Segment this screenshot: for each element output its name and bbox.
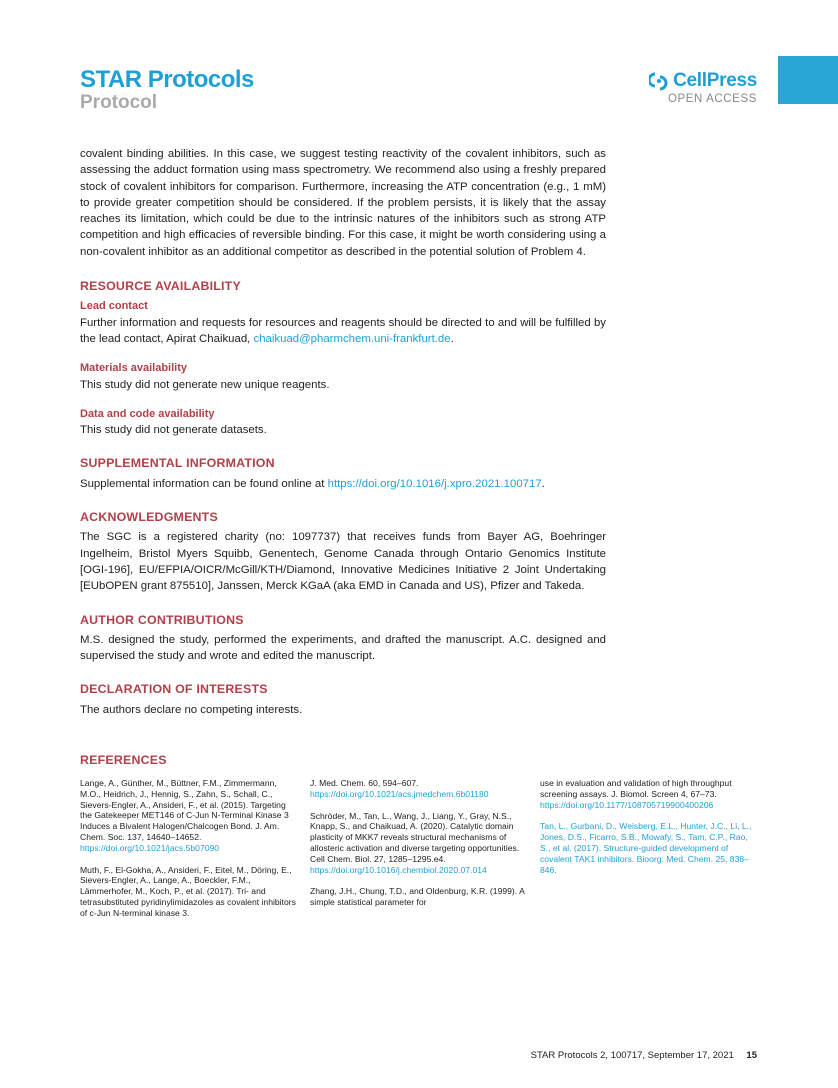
page-number: 15 bbox=[746, 1050, 757, 1061]
author-contributions-text: M.S. designed the study, performed the experiments, and drafted the manuscript. A.C. designed and supervised the study and wrote and edited the manuscript. bbox=[80, 633, 606, 663]
resource-availability-heading: RESOURCE AVAILABILITY bbox=[80, 279, 241, 294]
supplemental-link[interactable]: https://doi.org/10.1016/j.xpro.2021.100717 bbox=[327, 477, 542, 490]
materials-availability-text: This study did not generate new unique reagents. bbox=[80, 378, 330, 391]
article-type: Protocol bbox=[80, 92, 158, 113]
corner-color-tab bbox=[778, 56, 838, 104]
reference-doi-link[interactable]: https://doi.org/10.1177/108705719900400206 bbox=[540, 799, 714, 810]
supplemental-information-heading: SUPPLEMENTAL INFORMATION bbox=[80, 456, 275, 471]
reference-doi-link[interactable]: https://doi.org/10.1021/acs.jmedchem.6b01180 bbox=[310, 788, 489, 799]
lead-contact-heading: Lead contact bbox=[80, 300, 148, 313]
references-column-1 bbox=[80, 778, 298, 930]
reference-doi-link[interactable]: https://doi.org/10.1016/j.chembiol.2020.07.014 bbox=[310, 864, 487, 875]
reference-item: use in evaluation and validation of high throughput screening assays. J. Biomol. Screen 4, 67–73. https://doi.org/10.1177/108705719900400206 bbox=[540, 778, 732, 810]
publisher-name: CellPress bbox=[673, 70, 757, 91]
reference-item: Muth, F., El-Gokha, A., Ansideri, F., Eitel, M., Döring, E., Sievers-Engler, A., Lange, A., Boeckler, F.M., Lämmerhofer, M., Koch, P., et al. (2017). Tri- and tetrasubstituted pyridinylimidazoles as covalent inhibitors of c-Jun N-terminal kinase 3. bbox=[80, 864, 296, 918]
supplemental-paragraph: Supplemental information can be found online at https://doi.org/10.1016/j.xpro.2021.100717. bbox=[80, 477, 545, 490]
reference-item bbox=[540, 821, 758, 875]
reference-doi-link[interactable]: https://doi.org/10.1021/jacs.5b07090 bbox=[80, 842, 220, 853]
acknowledgments-text: The SGC is a registered charity (no: 1097737) that receives funds from Bayer AG, Boehringer Ingelheim, Bristol Myers Squibb, Genentech, Genome Canada through Ontario Genomics Institute [OGI-196], EU/EFPIA/OICR/McGill/KTH/Diamond, Innovative Medicines Initiative 2 Joint Undertaking [EUbOPEN grant 875510], Janssen, Merck KGaA (aka EMD in Canada and US), Pfizer and Takeda. bbox=[80, 531, 606, 593]
reference-link[interactable]: Tan, L., Gurbani, D., Weisberg, E.L., Hunter, J.C., Li, L., Jones, D.S., Ficarro, S.B., Mowafy, S., Tam, C.P., Rao, S., et al. (2017). Structure-guided development of covalent TAK1 inhibitors. Bioorg. Med. Chem. 25, 838–846. bbox=[540, 821, 752, 875]
journal-title: STAR Protocols bbox=[80, 66, 254, 93]
references-heading: REFERENCES bbox=[80, 753, 167, 767]
reference-item: Zhang, J.H., Chung, T.D., and Oldenburg, K.R. (1999). A simple statistical parameter for bbox=[310, 886, 525, 908]
references-column-2 bbox=[310, 778, 528, 919]
data-code-availability-heading: Data and code availability bbox=[80, 407, 215, 420]
reference-item: Lange, A., Günther, M., Büttner, F.M., Zimmermann, M.O., Heidrich, J., Hennig, S., Zahn, S., Schall, C., Sievers-Engler, A., Ansideri, F., et al. (2015). Targeting the Gatekeeper MET146 of C-Jun N-Terminal Kinase 3 Induces a Bivalent Halogen/Chalcogen Bond. J. Am. Chem. Soc. 137, 14640–14652. https://doi.org/10.1021/jacs.5b07090 bbox=[80, 778, 289, 853]
cellpress-icon bbox=[649, 71, 669, 91]
acknowledgments-heading: ACKNOWLEDGMENTS bbox=[80, 510, 218, 525]
declaration-of-interests-text: The authors declare no competing interests. bbox=[80, 703, 303, 716]
open-access-label: OPEN ACCESS bbox=[667, 93, 757, 105]
page-footer bbox=[531, 1050, 757, 1061]
materials-availability-heading: Materials availability bbox=[80, 362, 187, 375]
data-code-availability-text: This study did not generate datasets. bbox=[80, 424, 267, 437]
references-column-3 bbox=[540, 778, 758, 886]
article-body bbox=[80, 146, 606, 718]
publisher-logo bbox=[649, 70, 757, 105]
reference-item: Schröder, M., Tan, L., Wang, J., Liang, Y., Gray, N.S., Knapp, S., and Chaikuad, A. (2020). Catalytic domain plasticity of MKK7 reveals structural mechanisms of allosteric activation and diverse targeting opportunities. Cell Chem. Biol. 27, 1285–1295.e4. https://doi.org/10.1016/j.chembiol.2020.07.014 bbox=[310, 810, 520, 875]
declaration-of-interests-heading: DECLARATION OF INTERESTS bbox=[80, 682, 268, 697]
footer-citation: STAR Protocols 2, 100717, September 17, 2021 bbox=[530, 1050, 734, 1061]
author-contributions-heading: AUTHOR CONTRIBUTIONS bbox=[80, 612, 244, 627]
lead-contact-paragraph: Further information and requests for resources and reagents should be directed to and will be fulfilled by the lead contact, Apirat Chaikuad, chaikuad@pharmchem.uni-frankfurt.de. bbox=[80, 316, 606, 345]
intro-paragraph: covalent binding abilities. In this case, we suggest testing reactivity of the covalent inhibitors, such as assessing the adduct formation using mass spectrometry. We recommend also using a freshly prepared stock of covalent inhibitors for comparison. Furthermore, increasing the ATP concentration (e.g., 1 mM) to provide greater competition should be considered. If the problem persists, it is likely that the assay reaches its limitation, which could be due to the intrinsic natures of the inhibitors such as strong ATP competition and high efficacies of reversible binding. For this case, it might be worth considering using a non-covalent inhibitor as an additional competitor as described in the potential solution of Problem 4. bbox=[80, 148, 606, 258]
lead-contact-email-link[interactable]: chaikuad@pharmchem.uni-frankfurt.de bbox=[253, 332, 451, 345]
reference-item: J. Med. Chem. 60, 594–607. https://doi.org/10.1021/acs.jmedchem.6b01180 bbox=[310, 778, 489, 799]
